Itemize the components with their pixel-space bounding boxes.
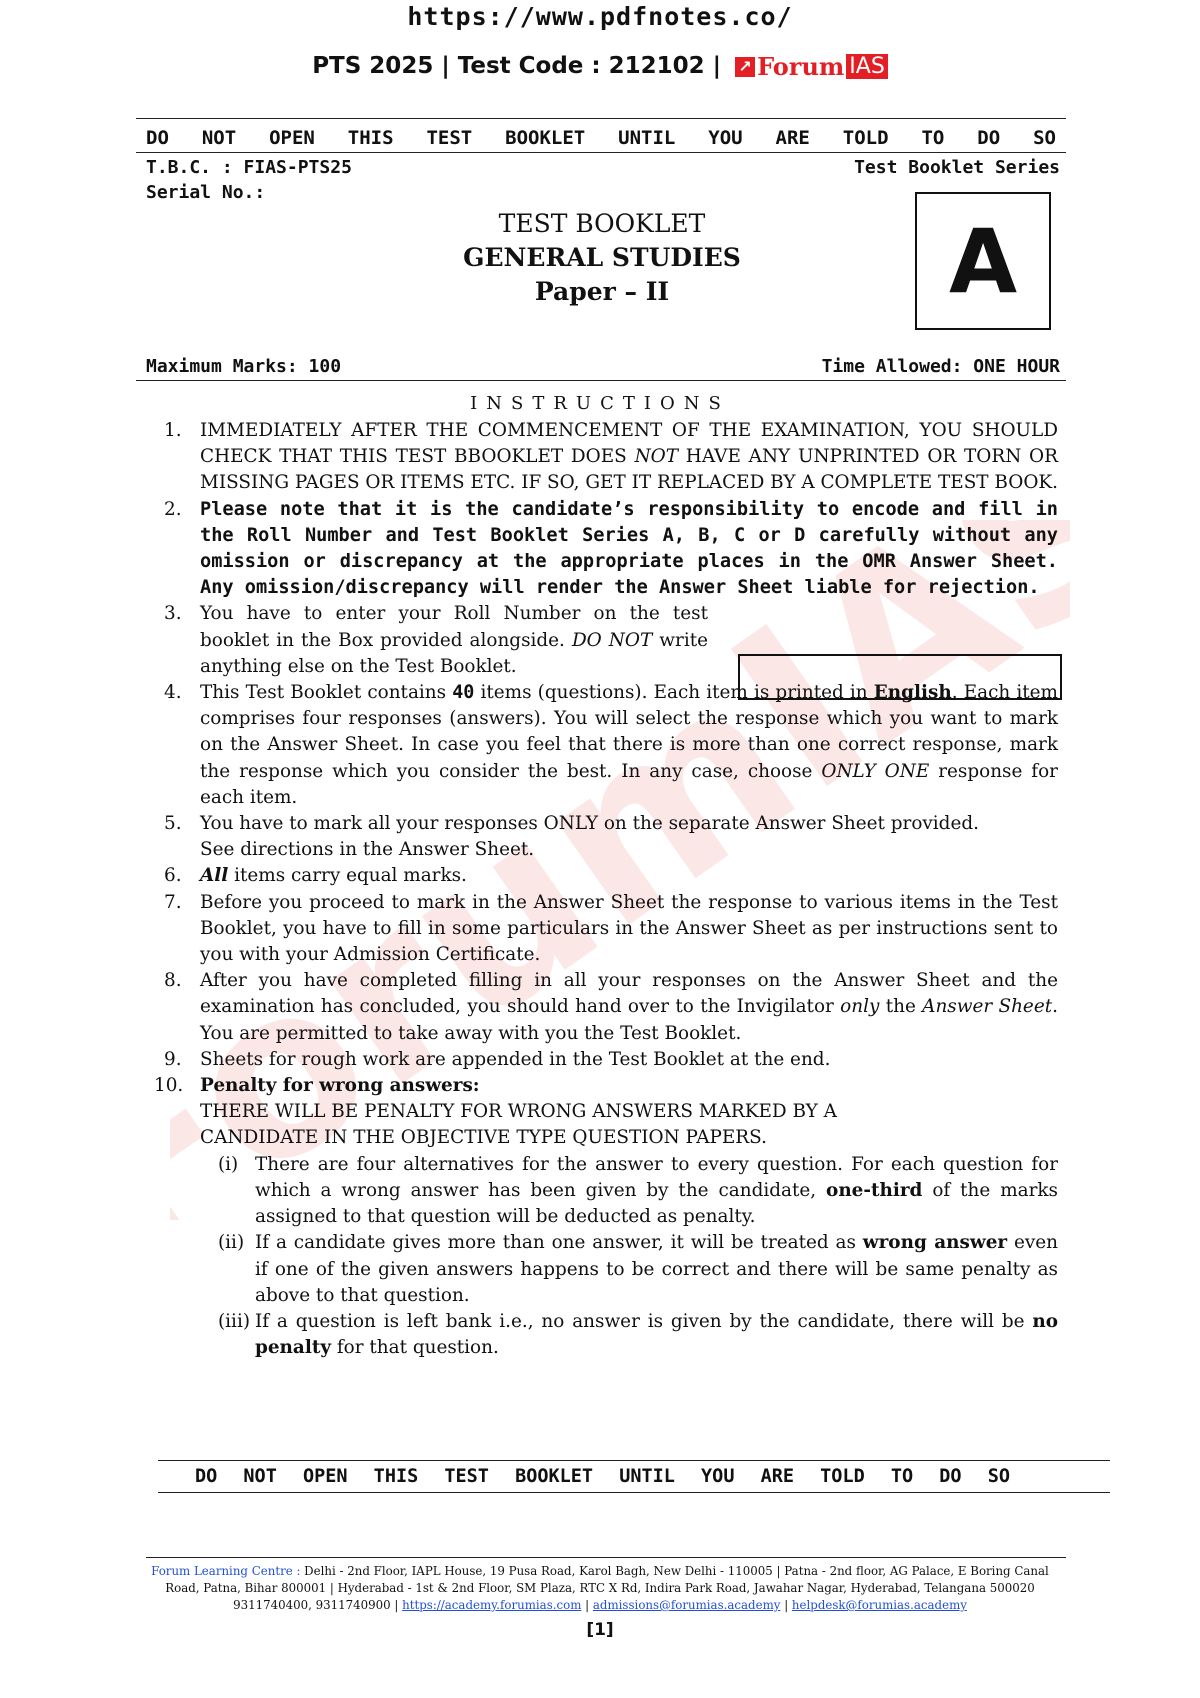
instruction-item: 4. This Test Booklet contains 40 items (questions). Each item is printed in English. Each item comprises four responses (answers). You will select the response which you want to mark on the Answer Sheet. In case you feel that there is more than one correct response, mark the response which you consider the best. In any case, choose ONLY ONE response for each item. — [164, 682, 1058, 808]
paper-title: Paper – II — [534, 277, 670, 306]
instruction-item: 2. Please note that it is the candidate’s responsibility to encode and fill in the Roll Number and Test Booklet Series A, B, C or D carefully without any omission or discrepancy at the appropriate places in the OMR Answer Sheet. Any omission/discrepancy will render the Answer Sheet liable for rejection. — [164, 498, 1058, 599]
top-divider — [136, 118, 1066, 119]
test-header — [0, 52, 1200, 81]
series-letter: A — [948, 209, 1018, 313]
instruction-item: 3. You have to enter your Roll Number on the test booklet in the Box provided alongside. DO NOT write anything else on the Test Booklet. — [164, 603, 708, 677]
test-code-text: PTS 2025 | Test Code : 212102 | — [312, 53, 722, 79]
logo-ias-text: IAS — [846, 54, 888, 79]
penalty-item: (iii) If a question is left bank i.e., no answer is given by the candidate, there will be no penalty for that question. — [218, 1310, 1058, 1359]
admissions-email-link[interactable]: admissions@forumias.academy — [592, 1598, 781, 1612]
footer-centre-label: Forum Learning Centre : — [151, 1564, 301, 1578]
subject-title: GENERAL STUDIES — [463, 243, 741, 272]
forumias-logo — [735, 52, 888, 81]
footer-divider — [146, 1557, 1066, 1558]
warning-divider — [136, 152, 1066, 153]
academy-link[interactable]: https://academy.forumias.com — [402, 1598, 582, 1612]
serial-label: Serial No.: — [146, 182, 266, 203]
svg-text:ForumIAS: ForumIAS — [170, 520, 1070, 1220]
footer-address: Forum Learning Centre : Delhi - 2nd Floor, IAPL House, 19 Pusa Road, Karol Bagh, New Delhi - 110005 | Patna - 2nd floor, AG Palace, E Boring Canal Road, Patna, Bihar 800001 | Hyderabad - 1st & 2nd Floor, SM Plaza, RTC X Rd, Indira Park Road, Jawahar Nagar, Hyderabad, Telangana 500020 9311740400, 9311740900 | https://academy.forumias.com | admissions@forumias.academy | helpdesk@forumias.academy — [151, 1564, 1049, 1612]
bottom-divider — [158, 1492, 1110, 1493]
instruction-item: 1. IMMEDIATELY AFTER THE COMMENCEMENT OF THE EXAMINATION, YOU SHOULD CHECK THAT THIS TEST BBOOKLET DOES NOT HAVE ANY UNPRINTED OR TORN OR MISSING PAGES OR ITEMS ETC. IF SO, GET IT REPLACED BY A COMPLETE TEST BOOK. — [164, 420, 1059, 494]
penalty-item: (i) There are four alternatives for the answer to every question. For each question for which a wrong answer has been given by the candidate, one-third of the marks assigned to that question will be deducted as penalty. — [218, 1153, 1058, 1228]
bottom-warning: DO NOT OPEN THIS TEST BOOKLET UNTIL YOU ARE TOLD TO DO SO — [195, 1466, 1010, 1487]
instructions-list — [154, 418, 1059, 1361]
penalty-item: (ii) If a candidate gives more than one answer, it will be treated as wrong answer even if one of the given answers happens to be correct and there will be same penalty as above to that question. — [218, 1232, 1058, 1306]
series-box — [915, 192, 1051, 330]
max-marks: Maximum Marks: 100 — [146, 356, 342, 377]
instruction-item: 10. Penalty for wrong answers: THERE WILL BE PENALTY FOR WRONG ANSWERS MARKED BY A CANDIDATE IN THE OBJECTIVE TYPE QUESTION PAPERS. (i) There are four alternatives for the answer to every question. For each question for which a wrong answer has been given by the candidate, one-third of the marks assigned to that question will be deducted as penalty. (ii) If a candidate gives more than one answer, it will be treated as wrong answer even if one of the given answers happens to be correct and there will be same penalty as above to that question. (iii) If a question is left bank i.e., no answer is given by the candidate, there will be no penalty for that question. — [158, 1073, 1058, 1361]
instruction-item: 8. After you have completed filling in all your responses on the Answer Sheet and the examination has concluded, you should hand over to the Invigilator only the Answer Sheet. You are permitted to take away with you the Test Booklet. — [164, 970, 1058, 1044]
site-url: https://www.pdfnotes.co/ — [407, 2, 793, 31]
instruction-item: 7. Before you proceed to mark in the Answer Sheet the response to various items in the Test Booklet, you have to fill in some particulars in the Answer Sheet as per instructions sent to you with your Admission Certificate. — [164, 891, 1058, 966]
instruction-item: 6. All items carry equal marks. — [164, 865, 467, 887]
instructions-heading: INSTRUCTIONS — [470, 393, 730, 414]
marks-divider — [136, 380, 1066, 381]
helpdesk-email-link[interactable]: helpdesk@forumias.academy — [791, 1598, 967, 1612]
top-warning: DO NOT OPEN THIS TEST BOOKLET UNTIL YOU ARE TOLD TO DO SO — [146, 127, 1056, 149]
tbc-code: T.B.C. : FIAS-PTS25 — [146, 157, 352, 178]
logo-forum-text: Forum — [757, 52, 845, 81]
bottom-divider-top — [158, 1460, 1110, 1461]
page-number: [1] — [586, 1620, 614, 1640]
time-allowed: Time Allowed: ONE HOUR — [821, 356, 1060, 377]
instruction-item: 5. You have to mark all your responses ONLY on the separate Answer Sheet provided. See directions in the Answer Sheet. — [164, 813, 979, 861]
booklet-title: TEST BOOKLET — [498, 209, 706, 238]
series-label: Test Booklet Series — [854, 157, 1060, 178]
penalty-sublist — [200, 1152, 1058, 1362]
arrow-icon: ↗ — [735, 57, 755, 77]
instruction-item: 9. Sheets for rough work are appended in the Test Booklet at the end. — [164, 1048, 831, 1070]
